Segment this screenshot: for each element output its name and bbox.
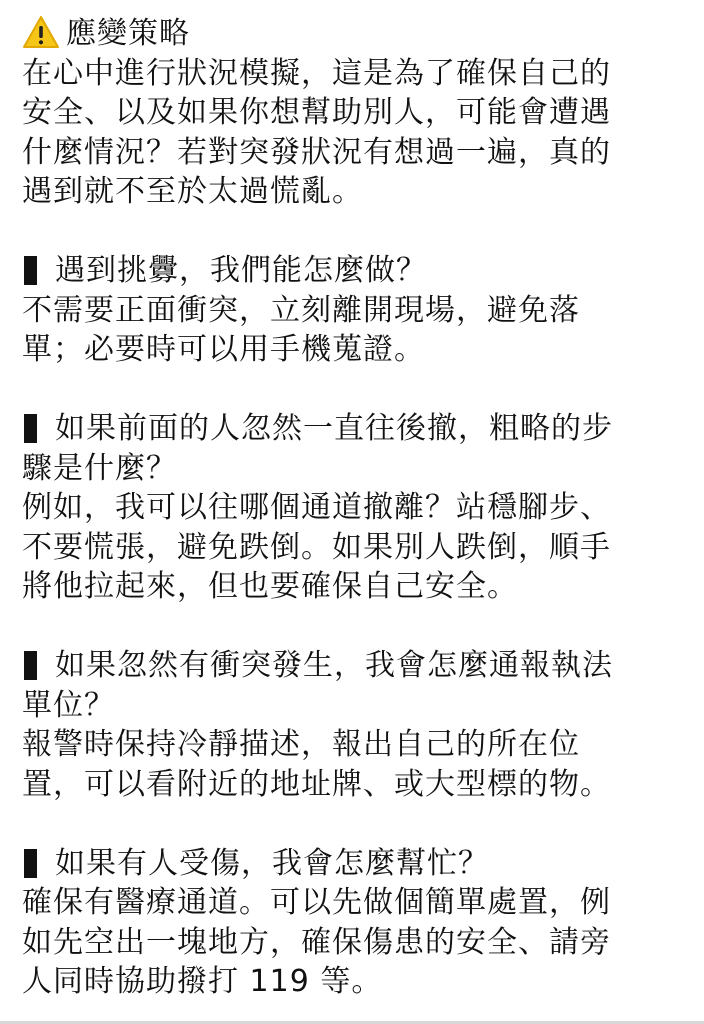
answer-line: 報警時保持冷靜描述，報出自己的所在位	[22, 727, 580, 762]
answer-line: 不要慌張，避免跌倒。如果別人跌倒，順手	[22, 529, 611, 565]
question-title: 如果前面的人忽然一直往後撤，粗略的步	[55, 411, 613, 446]
black-bar-icon	[24, 414, 37, 443]
answer-line: 確保有醫療通道。可以先做個簡單處置，例	[22, 885, 611, 920]
answer-line: 人同時協助撥打 119 等。	[22, 964, 383, 999]
spacer	[22, 804, 686, 844]
spacer	[22, 607, 686, 647]
answer-line: 不需要正面衝突，立刻離開現場，避免落	[22, 292, 580, 328]
question-title-continued: 驟是什麼？	[22, 450, 177, 486]
question-heading	[22, 409, 686, 449]
spacer	[22, 370, 686, 410]
question-title: 遇到挑釁，我們能怎麼做？	[55, 253, 427, 288]
warning-icon	[22, 15, 60, 49]
section-title: 應變策略	[66, 16, 190, 51]
answer-line: 例如，我可以往哪個通道撤離？站穩腳步、	[22, 490, 611, 525]
article-content	[22, 14, 686, 1002]
question-heading	[22, 251, 686, 291]
paragraph-line: 什麼情況？若對突發狀況有想過一遍，真的	[22, 134, 611, 170]
answer-line: 如先空出一塊地方，確保傷患的安全、請旁	[22, 924, 611, 960]
question-heading	[22, 844, 686, 884]
answer-line: 單；必要時可以用手機蒐證。	[22, 332, 425, 367]
paragraph-line: 在心中進行狀況模擬，這是為了確保自己的	[22, 55, 611, 91]
spacer	[22, 212, 686, 252]
black-bar-icon	[24, 256, 37, 285]
paragraph-line: 安全、以及如果你想幫助別人，可能會遭遇	[22, 95, 611, 130]
paragraph-line: 遇到就不至於太過慌亂。	[22, 174, 363, 209]
answer-line: 置，可以看附近的地址牌、或大型標的物。	[22, 766, 611, 802]
black-bar-icon	[24, 651, 37, 680]
answer-line: 將他拉起來，但也要確保自己安全。	[22, 569, 518, 604]
question-title-continued: 單位？	[22, 687, 115, 723]
question-title: 如果有人受傷，我會怎麼幫忙？	[55, 845, 489, 881]
question-title: 如果忽然有衝突發生，我會怎麼通報執法	[55, 648, 613, 683]
section-heading	[22, 14, 686, 54]
black-bar-icon	[24, 849, 37, 878]
question-heading	[22, 646, 686, 686]
